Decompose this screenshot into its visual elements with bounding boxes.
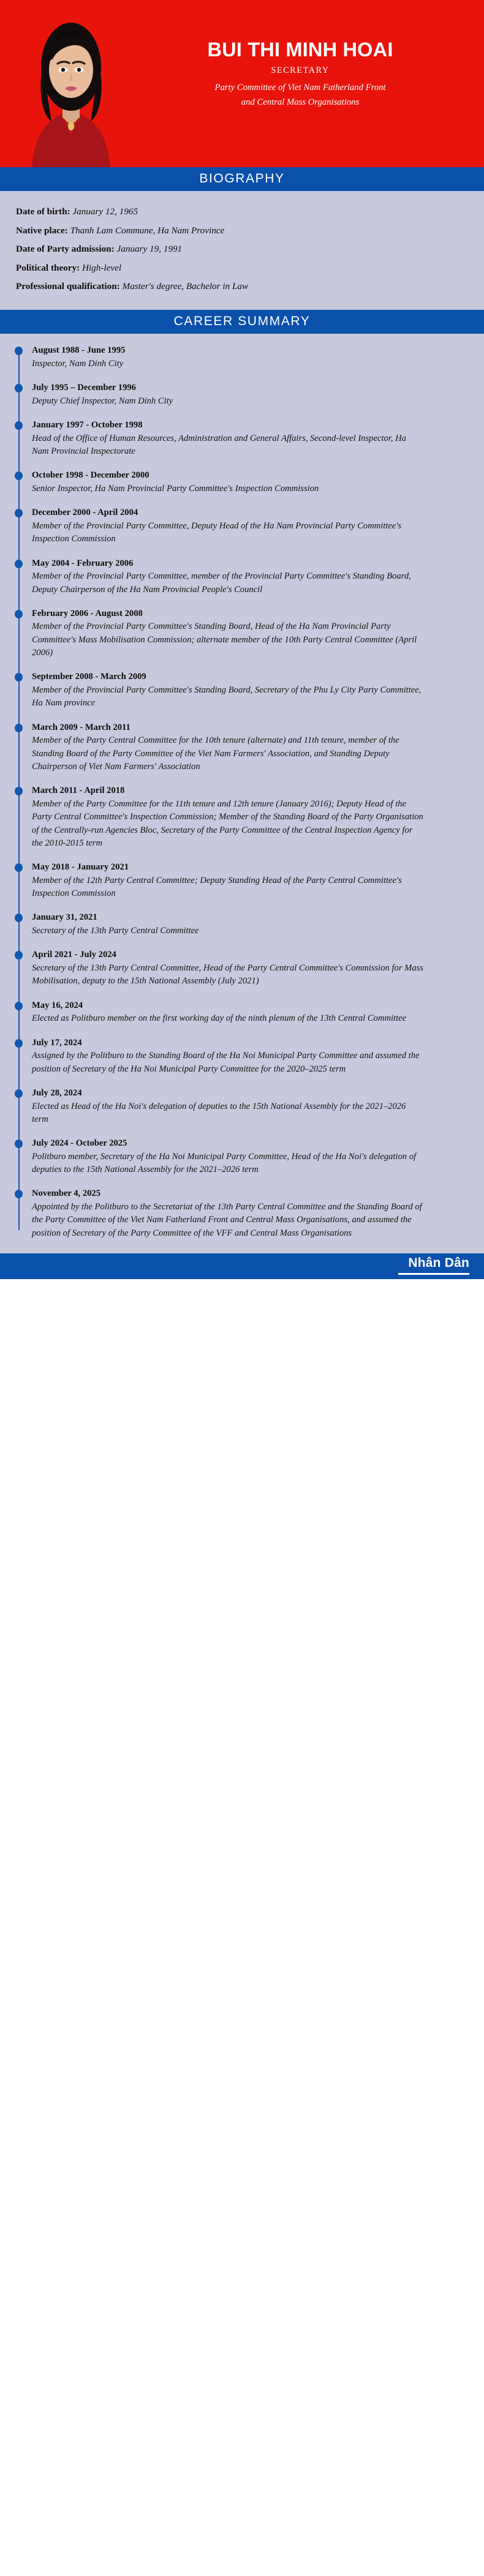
career-timeline-item	[32, 785, 472, 850]
timeline-dot-icon	[15, 787, 23, 795]
career-item-date: April 2021 - July 2024	[32, 950, 116, 960]
career-item-description: Assigned by the Politburo to the Standing Board of the Ha Noi Municipal Party Committee and assumed the position of Secretary of the Ha Noi Municipal Party Committee for the 2020–2025 term	[32, 1051, 420, 1074]
timeline-dot-icon	[15, 1190, 23, 1198]
career-item-date: July 28, 2024	[32, 1087, 82, 1098]
career-item-description: Member of the 12th Party Central Committee; Deputy Standing Head of the Party Central Committee's Inspection Commission	[32, 875, 402, 899]
infographic-page	[0, 0, 484, 1279]
career-item-date: July 2024 - October 2025	[32, 1138, 127, 1149]
career-item-description: Member of the Party Committee for the 11th tenure and 12th tenure (January 2016); Deputy Head of the Party Central Committee's Inspection Commission; Member of the Standing Board of the Party Organisation of the Centrally-run Agencies Bloc, Secretary of the Party Committee of the Central Inspection Agency for the 2010-2015 term	[32, 798, 423, 848]
career-item-date: October 1998 - December 2000	[32, 470, 149, 481]
career-item-description: Politburo member, Secretary of the Ha Noi Municipal Party Committee, Head of the Ha Noi's delegation of deputies to the 15th National Assembly for the 2021–2026 term	[32, 1151, 417, 1175]
career-item-date: February 2006 - August 2008	[32, 608, 143, 618]
career-item-date: January 1997 - October 1998	[32, 419, 143, 430]
biography-section	[0, 191, 484, 310]
career-timeline-item	[32, 1188, 472, 1240]
timeline-dot-icon	[15, 509, 23, 517]
career-item-description: Member of the Provincial Party Committee's Standing Board, Head of the Ha Nam Provincial Party Committee's Mass Mobilisation Commission; alternate member of the 10th Party Central Committee (April 2006)	[32, 621, 417, 658]
career-item-description: Elected as Politburo member on the first working day of the ninth plenum of the 13th Central Committee	[32, 1013, 407, 1024]
career-timeline-item	[32, 470, 472, 495]
career-timeline-item	[32, 345, 472, 370]
nhan-dan-logo[interactable]: Nhân Dân	[408, 1256, 469, 1271]
career-item-description: Deputy Chief Inspector, Nam Dinh City	[32, 396, 173, 406]
career-item-date: May 16, 2024	[32, 1000, 83, 1010]
career-timeline-item	[32, 912, 472, 937]
career-timeline-item	[32, 558, 472, 596]
career-item-date: September 2008 - March 2009	[32, 672, 146, 682]
timeline-dot-icon	[15, 1140, 23, 1148]
timeline-dot-icon	[15, 610, 23, 618]
section-header-biography: BIOGRAPHY	[0, 167, 484, 191]
person-name: BUI THI MINH HOAI	[207, 39, 393, 61]
career-item-description: Member of the Provincial Party Committee, Deputy Head of the Ha Nam Provincial Party Committee's Inspection Commission	[32, 520, 402, 544]
career-item-description: Member of the Provincial Party Committee's Standing Board, Secretary of the Phu Ly City Party Committee, Ha Nam province	[32, 685, 422, 708]
career-timeline-item	[32, 1000, 472, 1026]
career-item-description: Elected as Head of the Ha Noi's delegation of deputies to the 15th National Assembly for the 2021–2026 term	[32, 1101, 406, 1124]
biography-value: Thanh Lam Commune, Ha Nam Province	[70, 225, 225, 236]
person-organisation	[123, 81, 478, 110]
career-item-date: December 2000 - April 2004	[32, 508, 138, 518]
biography-row	[16, 223, 468, 238]
footer-bar	[0, 1253, 484, 1279]
career-item-description: Member of the Party Central Committee for the 10th tenure (alternate) and 11th tenure, member of the Standing Board of the Party Committee of the Viet Nam Farmers' Association, and Standing Deputy Chairperson of Viet Nam Farmers' Association	[32, 735, 399, 772]
timeline-dot-icon	[15, 1002, 23, 1010]
timeline-dot-icon	[15, 347, 23, 355]
career-item-date: March 2009 - March 2011	[32, 722, 130, 732]
biography-label: Date of birth:	[16, 206, 70, 217]
header-banner	[0, 0, 484, 167]
biography-label: Native place:	[16, 225, 68, 236]
career-item-description: Head of the Office of Human Resources, Administration and General Affairs, Second-level Inspector, Ha Nam Provincial Inspectorate	[32, 433, 406, 456]
career-item-description: Member of the Provincial Party Committee, member of the Provincial Party Committee's Standing Board, Deputy Chairperson of the Ha Nam Provincial People's Council	[32, 571, 411, 595]
career-item-date: November 4, 2025	[32, 1188, 101, 1199]
timeline-dot-icon	[15, 1039, 23, 1048]
timeline-dot-icon	[15, 951, 23, 959]
section-header-career-summary: CAREER SUMMARY	[0, 310, 484, 334]
portrait-photo	[26, 9, 116, 167]
career-timeline-item	[32, 671, 472, 710]
career-timeline-item	[32, 1037, 472, 1076]
biography-label: Political theory:	[16, 262, 80, 273]
career-timeline-item	[32, 1138, 472, 1176]
career-item-date: January 31, 2021	[32, 912, 97, 923]
biography-label: Professional qualification:	[16, 281, 120, 292]
career-item-date: July 17, 2024	[32, 1037, 82, 1048]
header-text-block	[123, 39, 478, 110]
career-item-description: Appointed by the Politburo to the Secretariat of the 13th Party Central Committee and the Standing Board of the Party Committee of the Viet Nam Fatherland Front and Central Mass Organisations, and assumed the position of Secretary of the Party Committee of the VFF and Central Mass Organisations	[32, 1202, 422, 1238]
timeline-dot-icon	[15, 673, 23, 682]
biography-value: January 19, 1991	[116, 244, 183, 255]
organisation-line-1: Party Committee of Viet Nam Fatherland Front	[214, 83, 386, 93]
timeline-dot-icon	[15, 421, 23, 430]
career-section	[0, 334, 484, 1253]
career-item-description: Secretary of the 13th Party Central Committee, Head of the Party Central Committee's Commission for Mass Mobilisation, deputy to the 15th National Assembly (July 2021)	[32, 963, 423, 986]
career-item-description: Secretary of the 13th Party Central Committee	[32, 926, 199, 936]
career-item-date: May 2004 - February 2006	[32, 558, 134, 568]
career-timeline-item	[32, 1087, 472, 1126]
career-timeline-item	[32, 382, 472, 408]
biography-value: January 12, 1965	[72, 206, 138, 217]
career-timeline-item	[32, 949, 472, 988]
timeline-dot-icon	[15, 914, 23, 922]
organisation-line-2: and Central Mass Organisations	[241, 97, 360, 107]
logo-underline	[398, 1273, 469, 1275]
career-item-date: August 1988 - June 1995	[32, 345, 126, 355]
timeline-dot-icon	[15, 1089, 23, 1098]
biography-row	[16, 279, 468, 294]
career-item-date: March 2011 - April 2018	[32, 786, 125, 796]
career-timeline-item	[32, 722, 472, 774]
career-timeline	[12, 345, 472, 1240]
biography-row	[16, 205, 468, 219]
timeline-dot-icon	[15, 560, 23, 568]
timeline-dot-icon	[15, 384, 23, 392]
biography-row	[16, 242, 468, 257]
timeline-dot-icon	[15, 471, 23, 480]
timeline-dot-icon	[15, 724, 23, 732]
biography-value: Master's degree, Bachelor in Law	[122, 281, 249, 292]
biography-value: High-level	[81, 262, 122, 273]
timeline-dot-icon	[15, 863, 23, 872]
career-timeline-item	[32, 862, 472, 900]
career-item-date: July 1995 – December 1996	[32, 382, 136, 392]
career-item-date: May 2018 - January 2021	[32, 862, 129, 873]
biography-row	[16, 261, 468, 276]
career-item-description: Inspector, Nam Dinh City	[32, 358, 124, 369]
biography-label: Date of Party admission:	[16, 244, 115, 255]
career-timeline-item	[32, 608, 472, 660]
career-timeline-item	[32, 507, 472, 546]
person-role: SECRETARY	[271, 66, 330, 76]
career-timeline-item	[32, 419, 472, 458]
career-item-description: Senior Inspector, Ha Nam Provincial Party Committee's Inspection Commission	[32, 483, 319, 494]
